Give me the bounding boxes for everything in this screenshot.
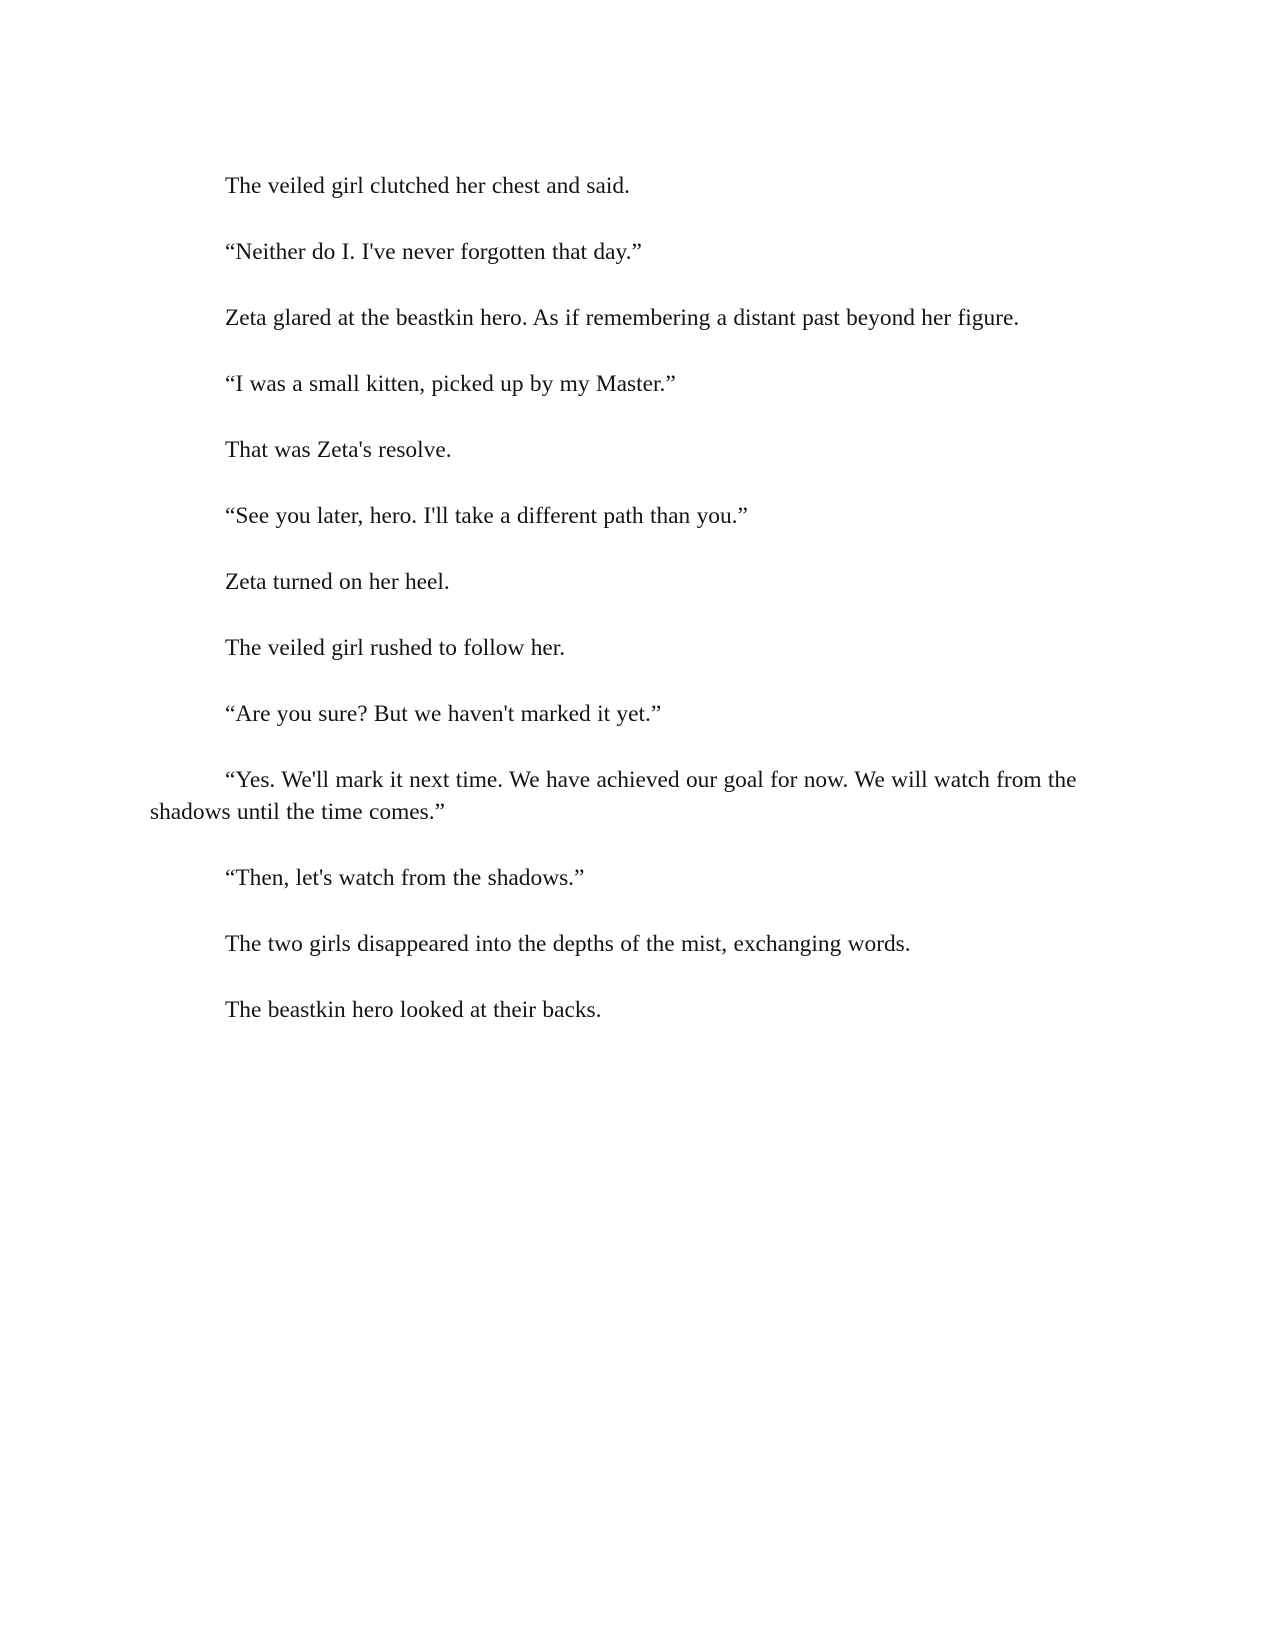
- paragraph-1: The veiled girl clutched her chest and said.: [225, 173, 630, 199]
- paragraph-4: “I was a small kitten, picked up by my Master.”: [225, 371, 676, 397]
- paragraph-5: That was Zeta's resolve.: [225, 437, 452, 463]
- paragraph-12: The two girls disappeared into the depths of the mist, exchanging words.: [225, 931, 911, 957]
- paragraph-8: The veiled girl rushed to follow her.: [225, 635, 566, 661]
- paragraph-2: “Neither do I. I've never forgotten that day.”: [225, 239, 642, 265]
- paragraph-3: Zeta glared at the beastkin hero. As if remembering a distant past beyond her figure.: [225, 305, 1020, 331]
- paragraph-13: The beastkin hero looked at their backs.: [225, 997, 602, 1023]
- paragraph-11: “Then, let's watch from the shadows.”: [225, 865, 585, 891]
- body-text: [150, 170, 1110, 1060]
- paragraph-9: “Are you sure? But we haven't marked it yet.”: [225, 701, 662, 727]
- paragraph-7: Zeta turned on her heel.: [225, 569, 450, 595]
- paragraph-6: “See you later, hero. I'll take a different path than you.”: [225, 503, 748, 529]
- paragraph-10: “Yes. We'll mark it next time. We have achieved our goal for now. We will watch from the shadows until the time comes.”: [150, 767, 1077, 825]
